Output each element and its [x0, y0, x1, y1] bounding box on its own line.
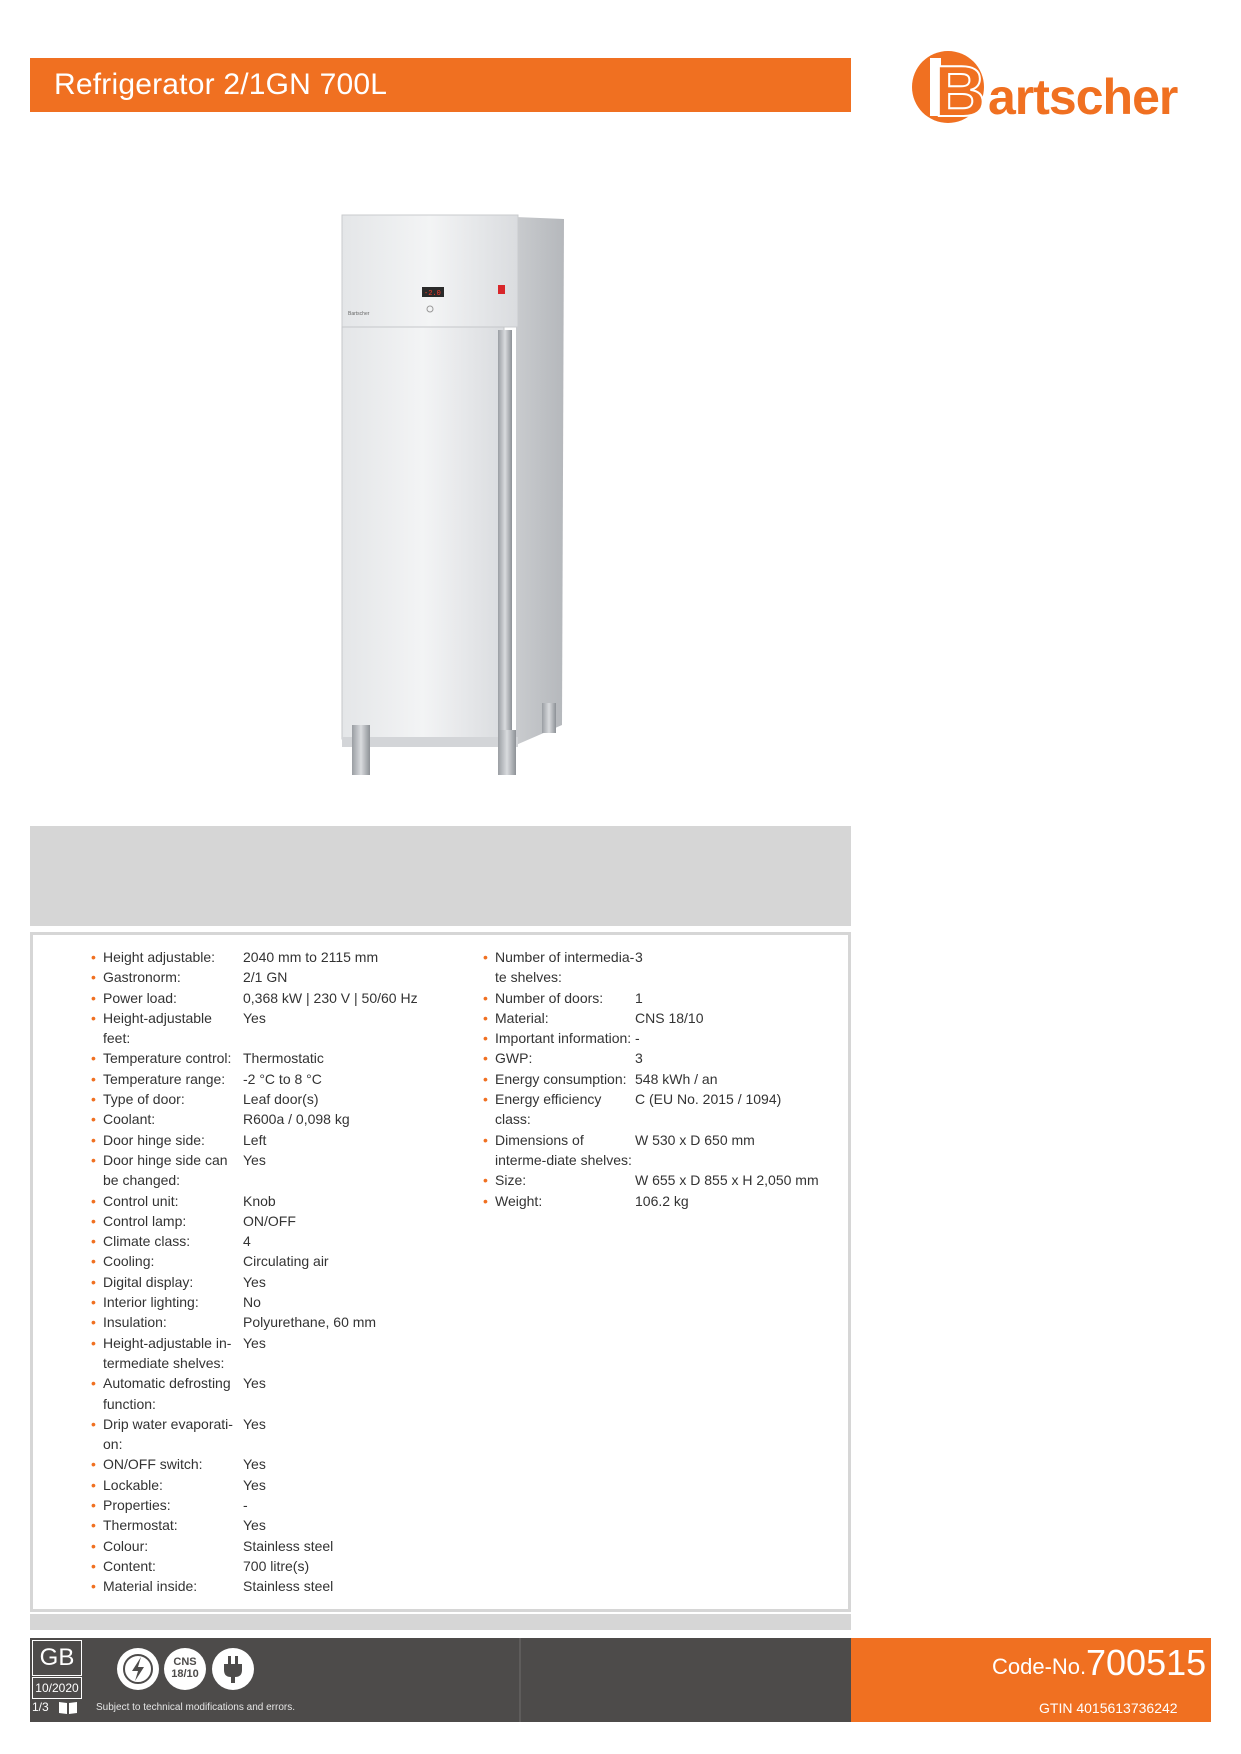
spec-value: Circulating air — [243, 1253, 329, 1270]
brand-name: Bartscher — [910, 31, 979, 48]
spec-value: C (EU No. 2015 / 1094) — [635, 1091, 782, 1108]
spec-label: • Height adjustable: — [91, 947, 243, 967]
spec-value: - — [243, 1497, 248, 1514]
spec-value: No — [243, 1294, 261, 1311]
svg-text:B: B — [934, 52, 986, 132]
spec-row — [91, 1312, 433, 1332]
spec-row — [91, 1008, 433, 1049]
spec-row — [91, 1414, 433, 1455]
spec-row — [483, 1069, 835, 1089]
spec-label: • Door hinge side can be changed: — [91, 1150, 243, 1191]
spec-row — [483, 1191, 835, 1211]
spec-label: • Lockable: — [91, 1475, 243, 1495]
spec-row — [91, 1495, 433, 1515]
spec-row — [91, 1251, 433, 1271]
spec-value: Yes — [243, 1476, 266, 1493]
page-title: Refrigerator 2/1GN 700L — [54, 68, 388, 101]
plug-icon — [212, 1648, 254, 1690]
date-badge: 10/2020 — [32, 1677, 82, 1699]
spec-value: 3 — [635, 949, 643, 965]
spec-row — [91, 947, 433, 967]
spec-label: • Properties: — [91, 1495, 243, 1515]
spec-row — [91, 1211, 433, 1231]
spec-value: Yes — [243, 1009, 266, 1026]
spec-row — [483, 1008, 835, 1028]
spec-value: Yes — [243, 1375, 266, 1392]
spec-label: • Door hinge side: — [91, 1130, 243, 1150]
spec-label: • Power load: — [91, 988, 243, 1008]
spec-value: 2/1 GN — [243, 969, 288, 986]
fridge-label: Bartscher — [348, 311, 370, 317]
spec-label: • Gastronorm: — [91, 967, 243, 987]
spec-row — [91, 1272, 433, 1292]
specs-column-left — [91, 947, 433, 1597]
spec-value: Stainless steel — [243, 1578, 334, 1595]
spec-label: • Thermostat: — [91, 1515, 243, 1535]
spec-label: • Size: — [483, 1170, 635, 1190]
spec-row — [483, 1130, 835, 1171]
spec-row — [483, 988, 835, 1008]
spec-label: • Cooling: — [91, 1251, 243, 1271]
spec-row — [91, 1536, 433, 1556]
spec-label: • Content: — [91, 1556, 243, 1576]
svg-text:artscher: artscher — [988, 69, 1178, 125]
spec-row — [91, 1048, 433, 1068]
gray-band — [30, 826, 851, 926]
spec-label: • Weight: — [483, 1191, 635, 1211]
manual-book-icon — [58, 1701, 78, 1715]
disclaimer-text: Subject to technical modifications and errors. — [96, 1702, 295, 1713]
spec-value: 106.2 kg — [635, 1192, 689, 1209]
spec-value: 0,368 kW | 230 V | 50/60 Hz — [243, 989, 418, 1006]
spec-label: • Colour: — [91, 1536, 243, 1556]
spec-value: Stainless steel — [243, 1537, 334, 1554]
specs-column-right — [483, 947, 835, 1211]
spec-value: CNS 18/10 — [635, 1009, 704, 1026]
spec-row — [91, 967, 433, 987]
spec-row — [91, 1333, 433, 1374]
specs-panel — [30, 932, 851, 1612]
spec-value: Yes — [243, 1334, 266, 1351]
spec-label: • Type of door: — [91, 1089, 243, 1109]
spec-value: 548 kWh / an — [635, 1070, 718, 1087]
spec-row — [91, 1191, 433, 1211]
spec-value: 4 — [243, 1233, 251, 1250]
spec-value: Yes — [243, 1151, 266, 1168]
spec-label: • Temperature range: — [91, 1069, 243, 1089]
spec-row — [91, 1069, 433, 1089]
spec-label: • Interior lighting: — [91, 1292, 243, 1312]
title-bar — [30, 58, 851, 112]
page-number: 1/3 — [32, 1700, 49, 1714]
spec-value: Yes — [243, 1415, 266, 1432]
language-badge: GB — [32, 1640, 82, 1676]
spec-value: Knob — [243, 1192, 276, 1209]
bartscher-logo — [910, 31, 1180, 132]
spec-row — [483, 947, 835, 988]
spec-row — [91, 1475, 433, 1495]
spec-label: • GWP: — [483, 1048, 635, 1068]
spec-row — [91, 1556, 433, 1576]
spec-value: - — [635, 1030, 640, 1047]
spec-label: • Insulation: — [91, 1312, 243, 1332]
spec-value: R600a / 0,098 kg — [243, 1111, 350, 1128]
spec-value: W 655 x D 855 x H 2,050 mm — [635, 1172, 819, 1189]
code-label: Code-No. — [992, 1654, 1087, 1679]
spec-row — [91, 1109, 433, 1129]
spec-row — [91, 1231, 433, 1251]
spec-row — [91, 1454, 433, 1474]
spec-label: • Dimensions of interme-diate shelves: — [483, 1130, 635, 1171]
spec-label: • Height-adjustable in-termediate shelves: — [91, 1333, 243, 1374]
spec-row — [91, 1373, 433, 1414]
spec-label: • Temperature control: — [91, 1048, 243, 1068]
cns-material-icon: CNS 18/10 — [164, 1648, 206, 1690]
spec-row — [91, 1515, 433, 1535]
spec-row — [483, 1170, 835, 1190]
spec-label: • Coolant: — [91, 1109, 243, 1129]
specs-footer-band — [30, 1614, 851, 1630]
spec-row — [91, 1089, 433, 1109]
spec-label: • Automatic defrosting function: — [91, 1373, 243, 1414]
spec-label: • ON/OFF switch: — [91, 1454, 243, 1474]
spec-value: 3 — [635, 1050, 643, 1067]
spec-row — [91, 988, 433, 1008]
spec-value: Thermostatic — [243, 1050, 324, 1067]
spec-label: • Material: — [483, 1008, 635, 1028]
spec-label: • Number of intermedia-te shelves: — [483, 947, 635, 988]
fridge-display: -2.0 — [424, 290, 441, 298]
electric-icon — [117, 1648, 159, 1690]
spec-row — [483, 1048, 835, 1068]
spec-row — [91, 1576, 433, 1596]
spec-value: W 530 x D 650 mm — [635, 1131, 755, 1148]
spec-label: • Important information: — [483, 1028, 635, 1048]
spec-label: • Climate class: — [91, 1231, 243, 1251]
spec-value: Yes — [243, 1456, 266, 1473]
spec-label: • Number of doors: — [483, 988, 635, 1008]
gtin: GTIN 4015613736242 — [1039, 1700, 1178, 1716]
spec-label: • Energy efficiency class: — [483, 1089, 635, 1130]
code-number: 700515 — [1086, 1642, 1207, 1683]
product-image — [330, 205, 580, 780]
spec-label: • Energy consumption: — [483, 1069, 635, 1089]
spec-label: • Control lamp: — [91, 1211, 243, 1231]
spec-label: • Material inside: — [91, 1576, 243, 1596]
spec-value: Polyurethane, 60 mm — [243, 1314, 377, 1331]
spec-value: -2 °C to 8 °C — [243, 1070, 322, 1087]
footer-divider — [519, 1638, 521, 1722]
spec-row — [91, 1292, 433, 1312]
spec-label: • Drip water evaporati-on: — [91, 1414, 243, 1455]
spec-value: 2040 mm to 2115 mm — [243, 949, 379, 965]
spec-value: ON/OFF — [243, 1212, 296, 1229]
spec-row — [91, 1130, 433, 1150]
spec-value: 700 litre(s) — [243, 1557, 310, 1574]
spec-label: • Digital display: — [91, 1272, 243, 1292]
spec-value: Yes — [243, 1273, 266, 1290]
spec-row — [91, 1150, 433, 1191]
spec-row — [483, 1089, 835, 1130]
spec-value: Leaf door(s) — [243, 1091, 319, 1108]
spec-value: Yes — [243, 1517, 266, 1534]
spec-row — [483, 1028, 835, 1048]
spec-label: • Control unit: — [91, 1191, 243, 1211]
spec-label: • Height-adjustable feet: — [91, 1008, 243, 1049]
spec-value: Left — [243, 1131, 267, 1148]
spec-value: 1 — [635, 989, 643, 1006]
